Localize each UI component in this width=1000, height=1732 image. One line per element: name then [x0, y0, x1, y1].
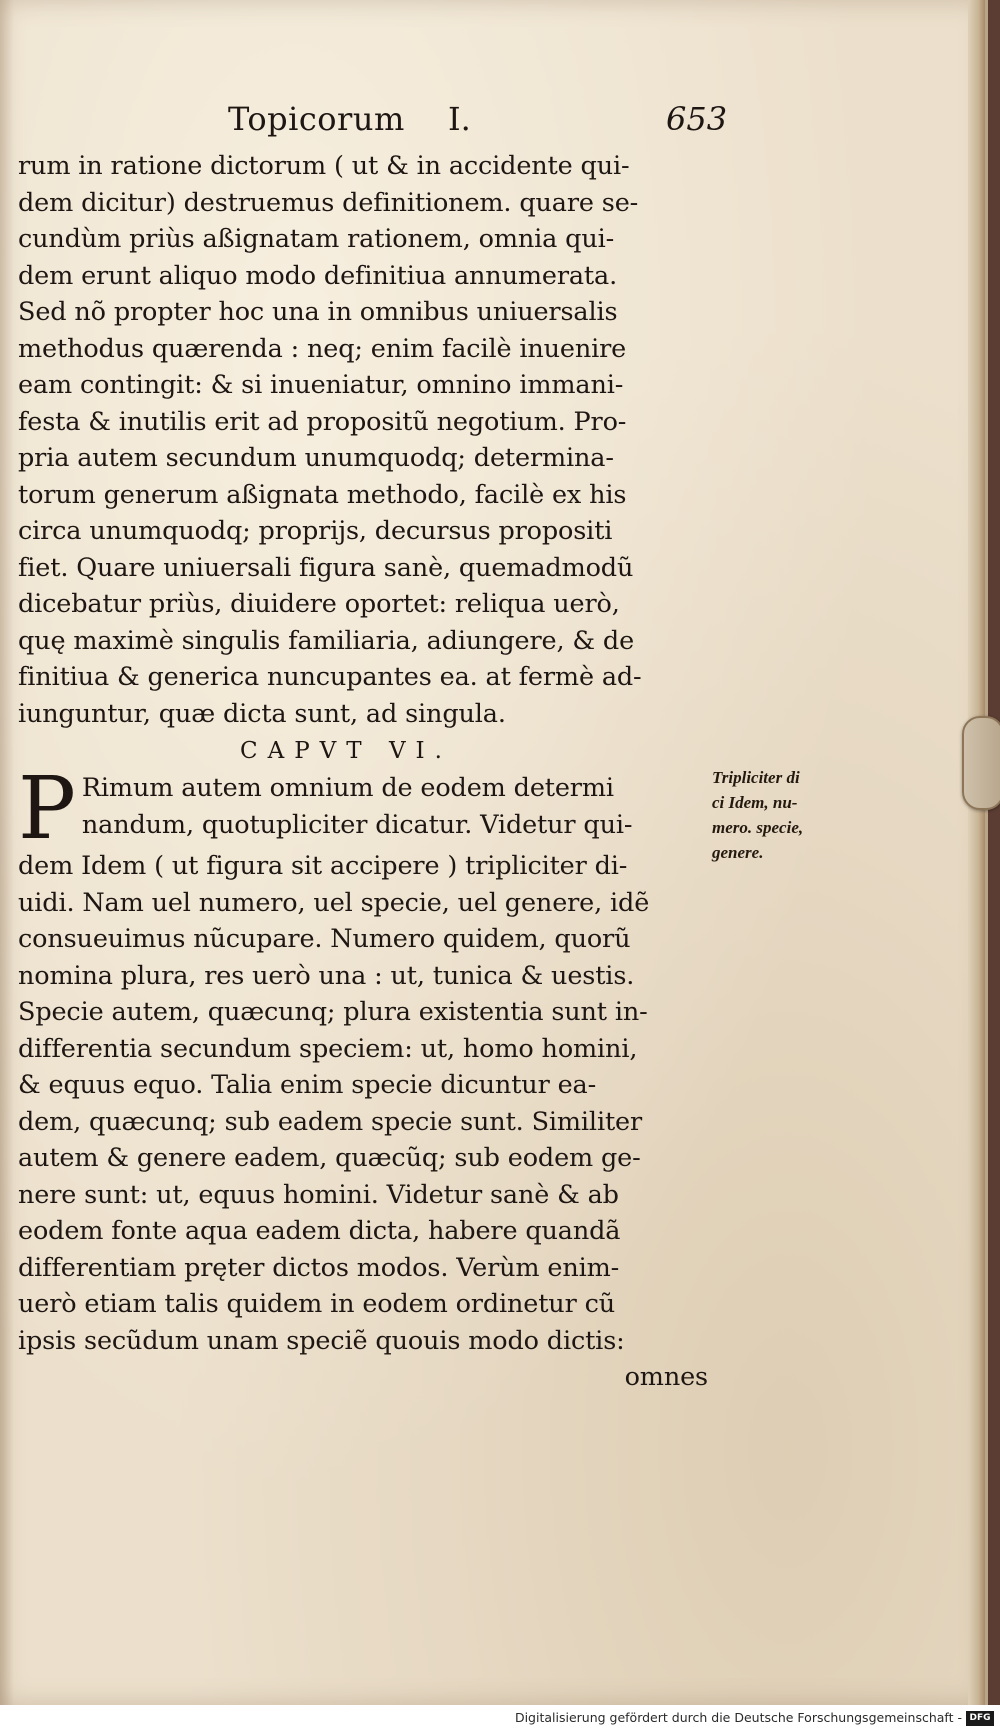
marginal-note-line: mero. specie, — [712, 818, 804, 837]
running-head-book: I. — [448, 100, 471, 138]
text-line: & equus equo. Talia enim specie dicuntur ea- — [18, 1070, 597, 1100]
text-line: nandum, quotupliciter dicatur. Videtur qui- — [81, 809, 633, 840]
text-line: consueuimus nũcupare. Numero quidem, quorũ — [18, 924, 631, 954]
page-edge — [968, 0, 985, 1705]
paragraph-bottom — [18, 848, 708, 1396]
marginal-note-line: Tripliciter di — [712, 768, 800, 787]
text-line: nere sunt: ut, equus homini. Videtur sanè & ab — [18, 1179, 619, 1210]
text-line: finitiua & generica nuncupantes ea. at fermè ad- — [18, 662, 642, 692]
marginal-note — [712, 765, 862, 865]
book-clasp — [962, 716, 1000, 810]
text-line: dem, quæcunq; sub eadem specie sunt. Similiter — [18, 1106, 643, 1137]
text-line: iunguntur, quæ dicta sunt, ad singula. — [18, 698, 506, 729]
text-line: cundùm priùs aßignatam rationem, omnia qui- — [18, 224, 615, 254]
text-line: quę maximè singulis familiaria, adiungere, & de — [18, 625, 635, 656]
text-line: dicebatur priùs, diuidere oportet: reliqua uerò, — [18, 589, 620, 619]
text-line: autem & genere eadem, quæcũq; sub eodem ge- — [18, 1143, 641, 1173]
chapter-heading: CAPVT VI. — [240, 738, 452, 764]
page-number: 653 — [666, 100, 728, 138]
text-line: dem Idem ( ut figura sit accipere ) tripliciter di- — [18, 851, 628, 881]
text-line: eam contingit: & si inueniatur, omnino immani- — [18, 370, 624, 400]
text-line: circa unumquodq; proprijs, decursus propositi — [18, 516, 613, 546]
text-block — [18, 100, 728, 1396]
running-head-title: Topicorum — [228, 100, 405, 138]
marginal-note-line: genere. — [712, 843, 764, 862]
marginal-note-line: ci Idem, nu- — [712, 793, 798, 812]
text-line: Sed nõ propter hoc una in omnibus uniuersalis — [18, 297, 618, 327]
text-line: dem erunt aliquo modo definitiua annumerata. — [18, 260, 618, 291]
running-head — [18, 100, 728, 148]
digitization-footer — [0, 1705, 1000, 1732]
dfg-logo: DFG — [966, 1711, 994, 1726]
text-line: rum in ratione dictorum ( ut & in accidente qui- — [18, 151, 630, 181]
text-line: ipsis secũdum unam speciẽ quouis modo dictis: — [18, 1325, 625, 1356]
catchword: omnes — [624, 1362, 708, 1392]
text-line: eodem fonte aqua eadem dicta, habere quandã — [18, 1216, 621, 1246]
text-line: differentia secundum speciem: ut, homo homini, — [18, 1033, 638, 1064]
drop-cap-initial: P — [18, 770, 76, 848]
text-line: fiet. Quare uniuersali figura sanè, quemadmodũ — [18, 552, 634, 583]
funding-credit: Digitalisierung gefördert durch die Deutsche Forschungsgemeinschaft - — [514, 1710, 962, 1725]
text-line: uerò etiam talis quidem in eodem ordinetur cũ — [18, 1289, 615, 1319]
text-line: Rimum autem omnium de eodem determi — [81, 773, 614, 803]
text-line: pria autem secundum unumquodq; determina- — [18, 443, 614, 473]
text-line: methodus quærenda : neq; enim facilè inuenire — [18, 333, 627, 364]
paragraph-top — [18, 148, 708, 732]
text-line: Specie autem, quæcunq; plura existentia sunt in- — [18, 997, 648, 1027]
text-line: uidi. Nam uel numero, uel specie, uel genere, idẽ — [18, 887, 650, 918]
text-line: nomina plura, res uerò una : ut, tunica & uestis. — [18, 960, 635, 991]
text-line: festa & inutilis erit ad propositũ negotium. Pro- — [18, 406, 627, 437]
chapter-opening — [18, 770, 708, 848]
text-line: dem dicitur) destruemus definitionem. quare se- — [18, 187, 639, 218]
text-line: torum generum aßignata methodo, facilè ex his — [18, 479, 627, 510]
text-line: differentiam pręter dictos modos. Verùm enim- — [18, 1252, 620, 1283]
